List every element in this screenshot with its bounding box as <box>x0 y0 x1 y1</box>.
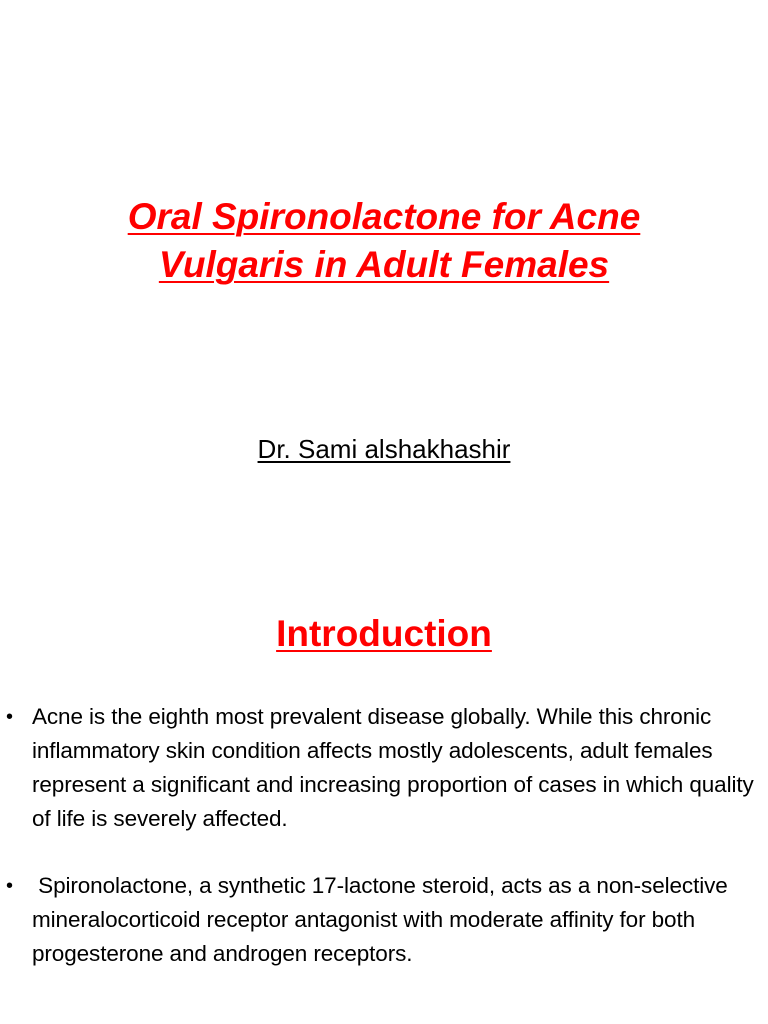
bullet-item <box>0 700 768 836</box>
title-line-1: Oral Spironolactone for Acne <box>127 196 641 237</box>
author-name: Dr. Sami alshakhashir <box>257 434 511 464</box>
bullet-list <box>0 700 768 971</box>
section-heading-introduction: Introduction <box>276 613 492 654</box>
bullet-dot-icon: • <box>6 875 13 897</box>
bullet-text: Spironolactone, a synthetic 17-lactone steroid, acts as a non-selective mineralocorticoid receptor antagonist with moderate affinity for both progesterone and androgen receptors. <box>32 873 734 966</box>
bullet-item <box>0 869 768 971</box>
bullet-text: Acne is the eighth most prevalent disease globally. While this chronic inflammatory skin condition affects mostly adolescents, adult females represent a significant and increasing proportion of cases in which quality of life is severely affected. <box>32 704 760 831</box>
bullet-dot-icon: • <box>6 706 13 728</box>
document-title <box>40 193 728 289</box>
title-line-2: Vulgaris in Adult Females <box>158 244 610 285</box>
